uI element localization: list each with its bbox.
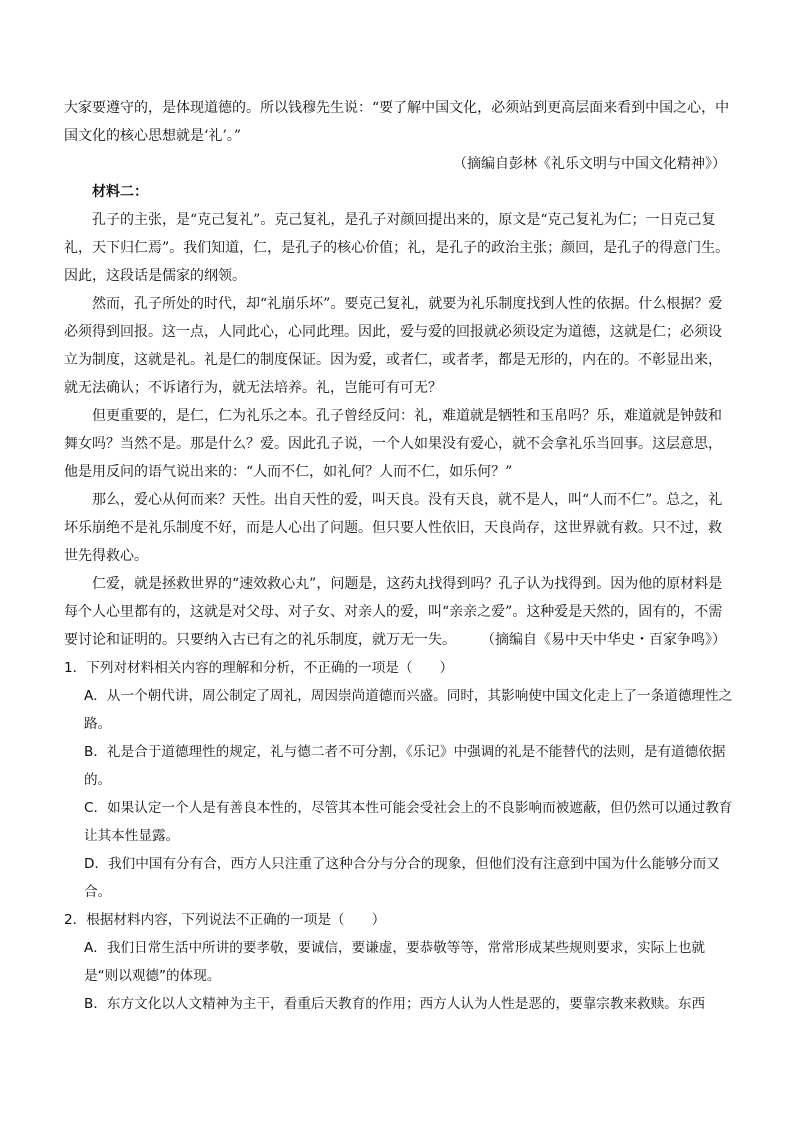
material2-paragraph-3: 但更重要的，是仁，仁为礼乐之本。孔子曾经反问：礼，难道就是牺牲和玉帛吗？乐，难道就是钟鼓和舞女吗？当然不是。那是什么？爱。因此孔子说，一个人如果没有爱心，就不会拿礼乐当回事。这层意思，他是用反问的语气说出来的：“人而不仁，如礼何？人而不仁，如乐何？” — [64, 408, 722, 480]
material2-paragraph-5: 仁爱，就是拯救世界的“速效救心丸”，问题是，这药丸找得到吗？孔子认为找得到。因为他的原材料是每个人心里都有的，这就是对父母、对子女、对亲人的爱，叫“亲亲之爱”。这种爱是天然的，固有的，不需要讨论和证明的。只要纳入古已有之的礼乐制度，就万无一失。 — [64, 576, 723, 648]
material2-paragraph-1: 孔子的主张，是“克己复礼”。克己复礼，是孔子对颜回提出来的，原文是“克己复礼为仁；一日克己复礼，天下归仁焉”。我们知道，仁，是孔子的核心价值；礼，是孔子的政治主张；颜回，是孔子的得意门生。因此，这段话是儒家的纲领。 — [64, 212, 730, 284]
material2-heading: 材料二： — [92, 184, 148, 200]
question-1-option-d: D．我们中国有分有合，西方人只注重了这种合分与分合的现象，但他们没有注意到中国为什么能够分而又合。 — [84, 856, 720, 900]
question-1-stem: 1．下列对材料相关内容的理解和分析，不正确的一项是（ ） — [64, 660, 454, 676]
material2-source: （摘编自《易中天中华史・百家争鸣》） — [481, 632, 726, 648]
material2-paragraph-4: 那么，爱心从何而来？天性。出自天性的爱，叫天良。没有天良，就不是人，叫“人而不仁”。总之，礼坏乐崩绝不是礼乐制度不好，而是人心出了问题。但只要人性依旧，天良尚存，这世界就有救。只不过，救世先得救心。 — [64, 492, 723, 564]
material2-paragraph-2: 然而，孔子所处的时代，却“礼崩乐坏”。要克己复礼，就要为礼乐制度找到人性的依据。什么根据？爱必须得到回报。这一点，人同此心，心同此理。因此，爱与爱的回报就必须设定为道德，这就是仁；必须设立为制度，这就是礼。礼是仁的制度保证。因为爱，或者仁，或者孝，都是无形的，内在的。不彰显出来，就无法确认；不诉诸行为，就无法培养。礼，岂能可有可无？ — [64, 296, 723, 396]
question-2-option-b: B．东方文化以人文精神为主干，看重后天教育的作用；西方人认为人性是恶的，要靠宗教来救赎。东西 — [84, 996, 706, 1012]
question-1-option-b: B．礼是合于道德理性的规定，礼与德二者不可分割，《乐记》中强调的礼是不能替代的法则，是有道德依据的。 — [84, 744, 726, 788]
question-2-option-a: A．我们日常生活中所讲的要孝敬，要诚信，要谦虚，要恭敬等等，常常形成某些规则要求，实际上也就是“则以观德”的体现。 — [84, 940, 706, 984]
question-1-option-a: A．从一个朝代讲，周公制定了周礼，周因崇尚道德而兴盛。同时，其影响使中国文化走上了一条道德理性之路。 — [84, 688, 733, 732]
question-1-option-c: C．如果认定一个人是有善良本性的，尽管其本性可能会受社会上的不良影响而被遮蔽，但仍然可以通过教育让其本性显露。 — [84, 800, 733, 844]
material1-continuation: 大家要遵守的，是体现道德的。所以钱穆先生说：“要了解中国文化，必须站到更高层面来看到中国之心，中国文化的核心思想就是‘礼’。” — [64, 100, 730, 144]
material1-source: （摘编自彭林《礼乐文明与中国文化精神》） — [453, 156, 726, 172]
question-2-stem: 2．根据材料内容，下列说法不正确的一项是（ ） — [64, 912, 386, 928]
